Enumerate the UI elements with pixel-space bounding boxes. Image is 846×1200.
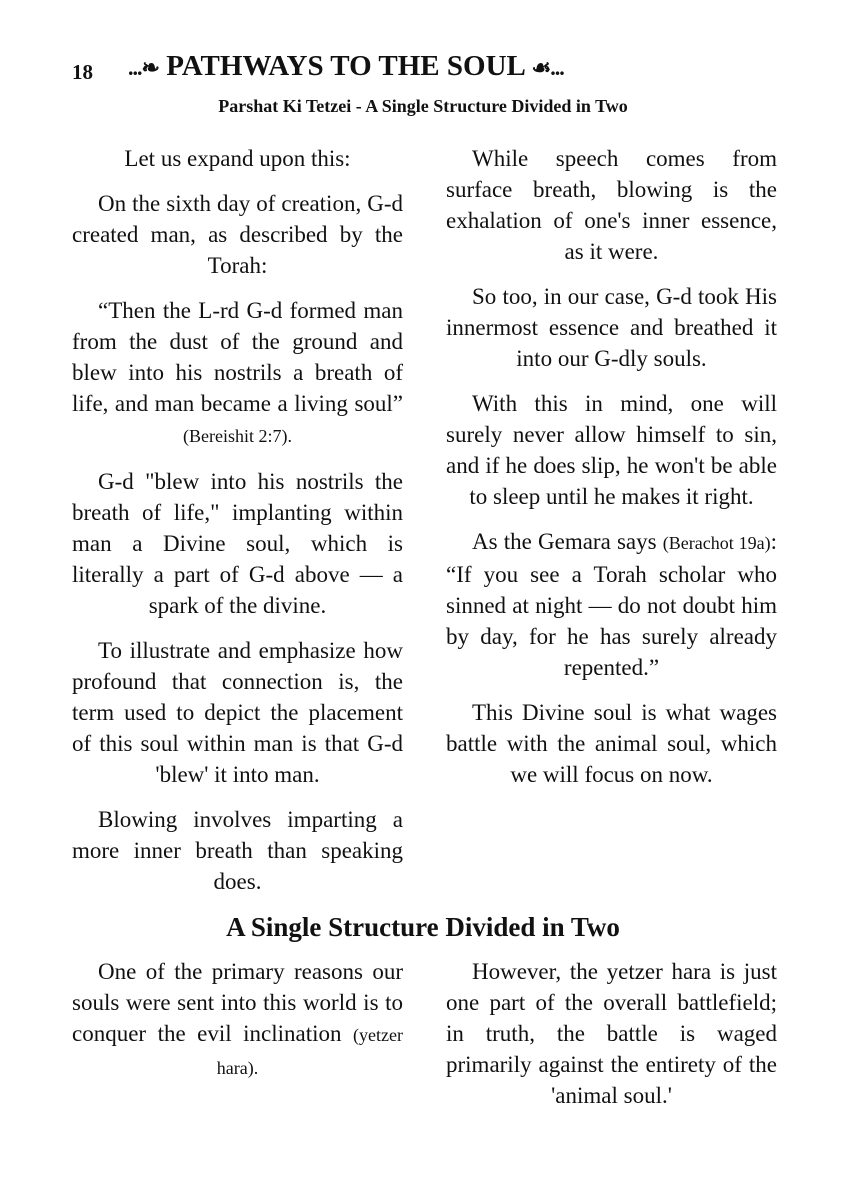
column-left-section1 <box>72 143 403 911</box>
paragraph: G-d "blew into his nostrils the breath of life," implanting within man a Divine soul, which is literally a part of G-d above — a spark of the divine. <box>72 469 403 618</box>
column-right-section2 <box>446 956 777 1125</box>
paragraph: To illustrate and emphasize how profound that connection is, the term used to depict the placement of this soul within man is that G-d 'blew' it into man. <box>72 638 403 787</box>
paragraph: However, the yetzer hara is just one part of the overall battlefield; in truth, the battle is waged primarily against the entirety of the 'animal soul.' <box>446 959 777 1108</box>
paragraph: “Then the L-rd G-d formed man from the dust of the ground and blew into his nostrils a breath of life, and man became a living soul” (Bereishit 2:7). <box>72 298 403 446</box>
running-title <box>128 50 728 83</box>
ornament-left-icon: ...❧ <box>128 55 159 80</box>
ornament-right-icon: ☙... <box>531 55 564 80</box>
column-left-section2 <box>72 956 403 1098</box>
paragraph: Let us expand upon this: <box>124 146 351 171</box>
paragraph: On the sixth day of creation, G-d created man, as described by the Torah: <box>72 191 403 278</box>
page-number: 18 <box>72 60 93 84</box>
paragraph: As the Gemara says (Berachot 19a): “If you see a Torah scholar who sinned at night — do not doubt him by day, for he has surely already repented.” <box>446 529 777 680</box>
chapter-subtitle: Parshat Ki Tetzei - A Single Structure Divided in Two <box>218 96 628 116</box>
paragraph: Blowing involves imparting a more inner breath than speaking does. <box>72 807 403 894</box>
citation: (Bereishit 2:7). <box>183 426 292 446</box>
paragraph: With this in mind, one will surely never allow himself to sin, and if he does slip, he won't be able to sleep until he makes it right. <box>446 391 777 509</box>
paragraph: One of the primary reasons our souls were sent into this world is to conquer the evil inclination (yetzer hara). <box>72 959 403 1078</box>
column-right-section1 <box>446 143 777 804</box>
paragraph: So too, in our case, G-d took His innermost essence and breathed it into our G-dly souls. <box>446 284 777 371</box>
citation: (yetzer hara). <box>216 1025 403 1078</box>
paragraph: While speech comes from surface breath, blowing is the exhalation of one's inner essence, as it were. <box>446 146 777 264</box>
paragraph: This Divine soul is what wages battle with the animal soul, which we will focus on now. <box>446 700 777 787</box>
section-heading: A Single Structure Divided in Two <box>226 912 620 942</box>
book-title: PATHWAYS TO THE SOUL <box>166 50 525 82</box>
citation: (Berachot 19a) <box>662 533 771 553</box>
